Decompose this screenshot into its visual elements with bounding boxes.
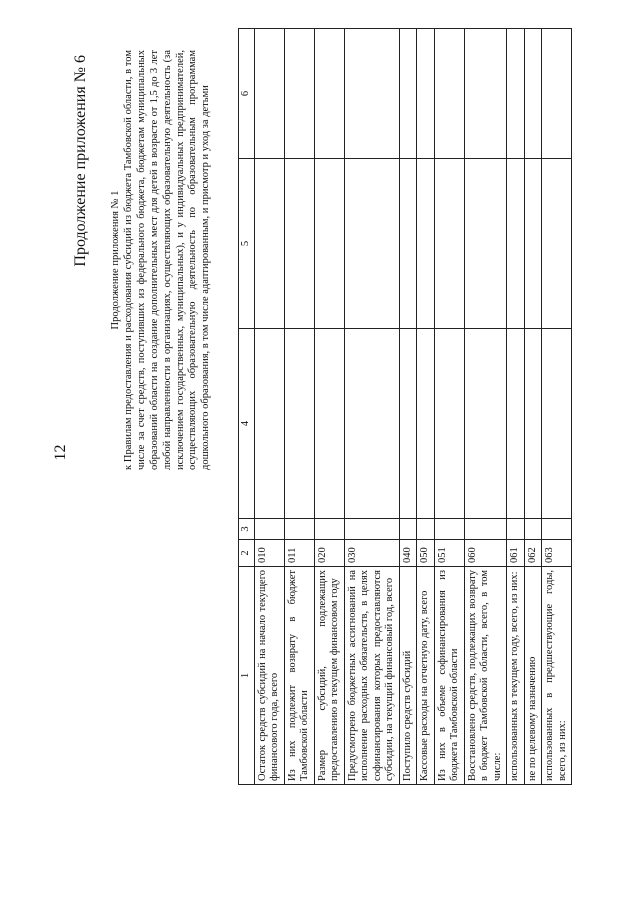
cell-empty [417,29,435,159]
cell-empty [284,29,314,159]
cell-empty [434,329,464,519]
column-header: 4 [239,329,255,519]
cell-empty [284,159,314,329]
note-text: к Правилам предоставления и расходования субсидий из бюджета Тамбовской области, в том числе за счет средств, поступивших из федерального бюджета, бюджетам муниципальных образований области на создание дополнительных мест для детей в возрасте от 1,5 до 3 лет любой направленности в организациях, осуществляющих образовательную деятельность (за исключением государственных, муниципальных), и у индивидуальных предпринимателей, осуществляющих образовательную деятельность по образовательным программам дошкольного образования, в том числе адаптированным, и присмотр и уход за детьми [122,50,212,470]
cell-empty [434,159,464,329]
cell-empty [254,519,284,540]
cell-empty [434,29,464,159]
cell-empty [464,159,507,329]
subsidy-table [238,28,572,785]
cell-empty [254,329,284,519]
cell-empty [464,29,507,159]
cell-empty [399,159,417,329]
column-header: 5 [239,159,255,329]
table-row [542,29,572,785]
cell-empty [507,329,525,519]
cell-empty [542,159,572,329]
row-label: Остаток средств субсидий на начало текущего финансового года, всего [254,567,284,785]
row-label: не по целевому назначению [524,567,542,785]
cell-empty [417,329,435,519]
row-code: 051 [434,540,464,567]
cell-empty [344,159,399,329]
cell-empty [344,519,399,540]
row-label: Кассовые расходы на отчетную дату, всего [417,567,435,785]
row-label: использованных в текущем году, всего, из них: [507,567,525,785]
table-row [254,29,284,785]
cell-empty [399,29,417,159]
cell-empty [507,159,525,329]
cell-empty [524,29,542,159]
row-label: Размер субсидий, подлежащих предоставлению в текущем финансовом году [314,567,344,785]
table-row [344,29,399,785]
cell-empty [507,519,525,540]
table-row [399,29,417,785]
cell-empty [542,29,572,159]
cell-empty [507,29,525,159]
column-header: 2 [239,540,255,567]
cell-empty [399,519,417,540]
cell-empty [314,159,344,329]
cell-empty [464,329,507,519]
cell-empty [284,519,314,540]
cell-empty [434,519,464,540]
cell-empty [314,29,344,159]
column-header: 1 [239,567,255,785]
cell-empty [524,519,542,540]
cell-empty [254,29,284,159]
cell-empty [542,519,572,540]
row-code: 060 [464,540,507,567]
cell-empty [524,159,542,329]
cell-empty [284,329,314,519]
table-row [524,29,542,785]
note-header: Продолжение приложения № 1 [110,190,121,330]
table-row [464,29,507,785]
row-label: Поступило средств субсидий [399,567,417,785]
table-row [314,29,344,785]
row-code: 030 [344,540,399,567]
table-row [284,29,314,785]
cell-empty [417,159,435,329]
cell-empty [399,329,417,519]
row-code: 061 [507,540,525,567]
column-header: 6 [239,29,255,159]
row-code: 050 [417,540,435,567]
appendix-title-text: Продолжение приложения № 6 [72,55,89,267]
cell-empty [464,519,507,540]
table-row [417,29,435,785]
row-label: Из них в объеме софинансирования из бюджета Тамбовской области [434,567,464,785]
row-code: 011 [284,540,314,567]
cell-empty [314,329,344,519]
cell-empty [542,329,572,519]
table-header-row [239,29,255,785]
row-label: использованных в предшествующие годы, всего, из них: [542,567,572,785]
cell-empty [417,519,435,540]
cell-empty [254,159,284,329]
table-row [434,29,464,785]
row-code: 020 [314,540,344,567]
cell-empty [344,329,399,519]
cell-empty [314,519,344,540]
row-label: Предусмотрено бюджетных ассигнований на исполнение расходных обязательств, в целях софинансирования которых предоставляются субсидии, на текущий финансовый год, всего [344,567,399,785]
row-code: 040 [399,540,417,567]
row-code: 063 [542,540,572,567]
row-label: Восстановлено средств, подлежащих возврату в бюджет Тамбовской области, всего, в том числе: [464,567,507,785]
cell-empty [344,29,399,159]
cell-empty [524,329,542,519]
row-code: 010 [254,540,284,567]
row-code: 062 [524,540,542,567]
appendix-note [110,50,213,470]
column-header: 3 [239,519,255,540]
appendix-title [72,5,90,905]
table-row [507,29,525,785]
row-label: Из них подлежит возврату в бюджет Тамбовской области [284,567,314,785]
page-number: 12 [52,444,69,461]
